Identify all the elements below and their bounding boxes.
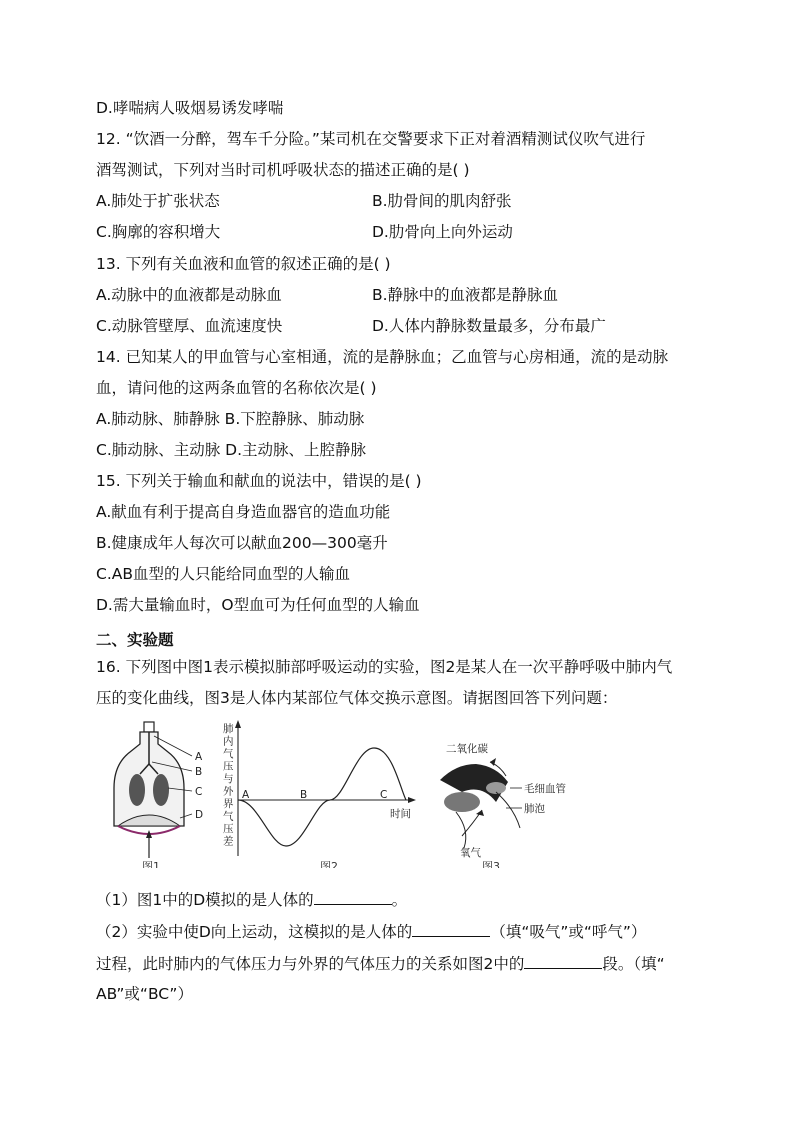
q16-stem-line2: 压的变化曲线，图3是人体内某部位气体交换示意图。请据图回答下列问题： (96, 689, 618, 707)
fig2-ylabel-char: 内 (223, 735, 234, 748)
q13-stem: 13. 下列有关血液和血管的叙述正确的是( ) (96, 255, 391, 273)
q16-sub2-line1 (96, 920, 646, 942)
q12-option-d: D.肋骨向上向外运动 (372, 223, 513, 241)
fig2-ylabel-char: 差 (223, 835, 234, 848)
fig2-ylabel-char: 肺 (223, 723, 234, 735)
q16-sub1-answer-blank[interactable] (314, 888, 392, 905)
q13-option-a: A.动脉中的血液都是动脉血 (96, 286, 282, 304)
fig2-point-a: A (242, 789, 250, 801)
q16-sub2-text: （2）实验中使D向上运动，这模拟的是人体的 (96, 923, 413, 941)
fig1-label-c: C (195, 786, 203, 798)
fig2-ylabel (223, 722, 234, 848)
q15-option-c: C.AB血型的人只能给同血型的人输血 (96, 565, 350, 583)
q16-sub2-line3: AB”或“BC”） (96, 985, 193, 1003)
q16-sub2-line2-end: 段。（填“ (602, 955, 665, 973)
q15-option-a: A.献血有利于提高自身造血器官的造血功能 (96, 503, 391, 521)
fig3-alveolus-label: 肺泡 (524, 803, 545, 815)
fig2-ylabel-char: 与 (223, 773, 234, 785)
q14-stem-line1: 14. 已知某人的甲血管与心室相通，流的是静脉血；乙血管与心房相通，流的是动脉 (96, 348, 669, 366)
q14-stem-line2: 血，请问他的这两条血管的名称依次是( ) (96, 379, 377, 397)
section-title-experiment: 二、实验题 (96, 631, 174, 649)
fig2-ylabel-char: 压 (223, 823, 234, 835)
q12-option-c: C.胸廓的容积增大 (96, 223, 221, 241)
fig2-ylabel-char: 界 (223, 798, 234, 810)
q16-sub1 (96, 888, 407, 910)
q14-options-cd: C.肺动脉、主动脉 D.主动脉、上腔静脉 (96, 441, 367, 459)
q14-options-ab: A.肺动脉、肺静脉 B.下腔静脉、肺动脉 (96, 410, 365, 428)
q16-sub2-answer-blank-2[interactable] (524, 952, 602, 969)
q16-stem-line1: 16. 下列图中图1表示模拟肺部呼吸运动的实验，图2是某人在一次平静呼吸中肺内气 (96, 658, 673, 676)
q15-option-b: B.健康成年人每次可以献血200—300毫升 (96, 534, 388, 552)
fig2-ylabel-char: 气 (223, 810, 234, 823)
fig2-ylabel-char: 压 (223, 760, 234, 773)
fig2-point-b: B (300, 789, 308, 801)
fig2-ylabel-char: 外 (223, 785, 234, 798)
fig3-o2-label: 氧气 (460, 847, 481, 859)
q16-sub2-line2-text: 过程，此时肺内的气体压力与外界的气体压力的关系如图2中的 (96, 955, 525, 973)
q15-stem: 15. 下列关于输血和献血的说法中，错误的是( ) (96, 472, 422, 490)
q16-sub1-text: （1）图1中的D模拟的是人体的 (96, 891, 314, 909)
q11-option-d: D.哮喘病人吸烟易诱发哮喘 (96, 99, 284, 117)
q16-sub2-line2 (96, 952, 665, 974)
figure3-gas-exchange (440, 742, 566, 868)
q12-option-a: A.肺处于扩张状态 (96, 192, 220, 210)
fig1-label-b: B (195, 766, 203, 778)
q16-figures (110, 718, 670, 868)
q12-stem-line2: 酒驾测试，下列对当时司机呼吸状态的描述正确的是( ) (96, 161, 470, 179)
fig2-point-c: C (380, 789, 388, 801)
fig3-co2-label: 二氧化碳 (446, 743, 488, 755)
q16-figures-svg (110, 718, 670, 868)
figure1-bell-jar (114, 722, 203, 868)
q15-option-d: D.需大量输血时，O型血可为任何血型的人输血 (96, 596, 420, 614)
q12-option-b: B.肋骨间的肌肉舒张 (372, 192, 512, 210)
fig1-caption: 图1 (142, 860, 160, 868)
fig1-label-d: D (195, 809, 204, 821)
fig2-ylabel-char: 气 (223, 748, 234, 760)
figure2-pressure-curve (223, 720, 416, 868)
q16-sub1-end: 。 (391, 891, 408, 909)
q13-option-c: C.动脉管壁厚、血流速度快 (96, 317, 283, 335)
q16-sub2-hint: （填“吸气”或“呼气”） (490, 923, 647, 941)
fig1-label-a: A (195, 751, 203, 763)
fig2-xlabel: 时间 (390, 808, 411, 820)
fig3-caption: 图3 (482, 860, 500, 868)
q13-option-d: D.人体内静脉数量最多，分布最广 (372, 317, 606, 335)
q12-stem-line1: 12. “饮酒一分醉，驾车千分险。”某司机在交警要求下正对着酒精测试仪吹气进行 (96, 130, 646, 148)
fig3-capillary-label: 毛细血管 (524, 783, 566, 795)
fig2-caption: 图2 (320, 860, 338, 868)
q16-sub2-answer-blank-1[interactable] (412, 920, 490, 937)
q13-option-b: B.静脉中的血液都是静脉血 (372, 286, 559, 304)
